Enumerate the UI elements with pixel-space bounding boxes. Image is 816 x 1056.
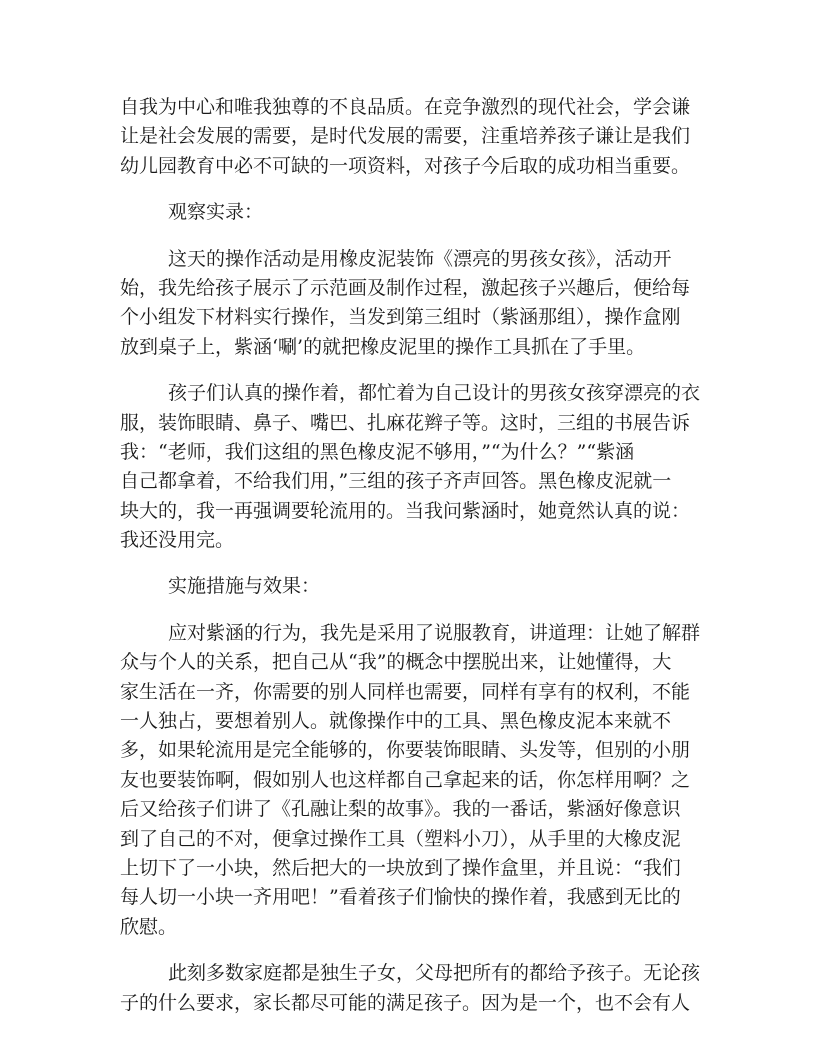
text-line: 上切下了一小块，然后把大的一块放到了操作盒里，并且说：“我们 — [120, 857, 681, 880]
text-line: 幼儿园教育中必不可缺的一项资料，对孩子今后取的成功相当重要。 — [120, 154, 691, 177]
text-line: 块大的，我一再强调要轮流用的。当我问紫涵时，她竟然认真的说： — [120, 499, 691, 522]
text-line: 子的什么要求，家长都尽可能的满足孩子。因为是一个，也不会有人 — [120, 991, 691, 1014]
paragraph-family-context — [120, 959, 701, 1018]
text-line: 始，我先给孩子展示了示范画及制作过程，激起孩子兴趣后，便给每 — [120, 276, 691, 299]
text-line: 个小组发下材料实行操作，当发到第三组时（紫涵那组），操作盒刚 — [120, 306, 681, 329]
text-line: 一人独占，要想着别人。就像操作中的工具、黑色橡皮泥本来就不 — [120, 710, 672, 733]
text-line: 家生活在一齐，你需要的别人同样也需要，同样有享有的权利，不能 — [120, 680, 691, 703]
text-line: 自我为中心和唯我独尊的不良品质。在竞争激烈的现代社会，学会谦 — [120, 96, 691, 118]
paragraph-measures — [120, 619, 701, 942]
text-line: 自己都拿着，不给我们用，”三组的孩子齐声回答。黑色橡皮泥就一 — [120, 470, 672, 493]
paragraph-observation-2 — [120, 379, 701, 555]
text-line: 我：“老师，我们这组的黑色橡皮泥不够用，”“为什么？”“紫涵 — [120, 440, 635, 463]
text-line: 让是社会发展的需要，是时代发展的需要，注重培养孩子谦让是我们 — [120, 125, 691, 148]
text-line: 多，如果轮流用是完全能够的，你要装饰眼睛、头发等，但别的小朋 — [120, 739, 691, 762]
text-line: 众与个人的关系，把自己从“我”的概念中摆脱出来，让她懂得，大 — [120, 651, 672, 674]
text-line: 服，装饰眼睛、鼻子、嘴巴、扎麻花辫子等。这时，三组的书展告诉 — [120, 411, 691, 434]
text-line: 友也要装饰啊，假如别人也这样都自己拿起来的话，你怎样用啊？之 — [120, 768, 691, 791]
text-line: 后又给孩子们讲了《孔融让梨的故事》。我的一番话，紫涵好像意识 — [120, 798, 681, 821]
text-line: 每人切一小块一齐用吧！”看着孩子们愉快的操作着，我感到无比的 — [120, 886, 681, 909]
text-line: 应对紫涵的行为，我先是采用了说服教育，讲道理：让她了解群 — [168, 621, 701, 644]
section-heading-measures: 实施措施与效果： — [168, 575, 321, 598]
paragraph-observation-1 — [120, 245, 696, 363]
text-line: 此刻多数家庭都是独生子女，父母把所有的都给予孩子。无论孩 — [168, 962, 701, 985]
section-heading-observation: 观察实录： — [168, 201, 264, 224]
text-line: 放到桌子上，紫涵‘唰’的就把橡皮泥里的操作工具抓在了手里。 — [120, 335, 646, 358]
paragraph-intro-continued — [120, 93, 696, 181]
text-line: 孩子们认真的操作着，都忙着为自己设计的男孩女孩穿漂亮的衣 — [168, 382, 701, 405]
text-line: 到了自己的不对，便拿过操作工具（塑料小刀），从手里的大橡皮泥 — [120, 827, 681, 850]
text-line: 我还没用完。 — [120, 529, 235, 552]
document-page — [120, 93, 701, 1018]
text-line: 欣慰。 — [120, 915, 178, 938]
text-line: 这天的操作活动是用橡皮泥装饰《漂亮的男孩女孩》，活动开 — [168, 247, 672, 270]
